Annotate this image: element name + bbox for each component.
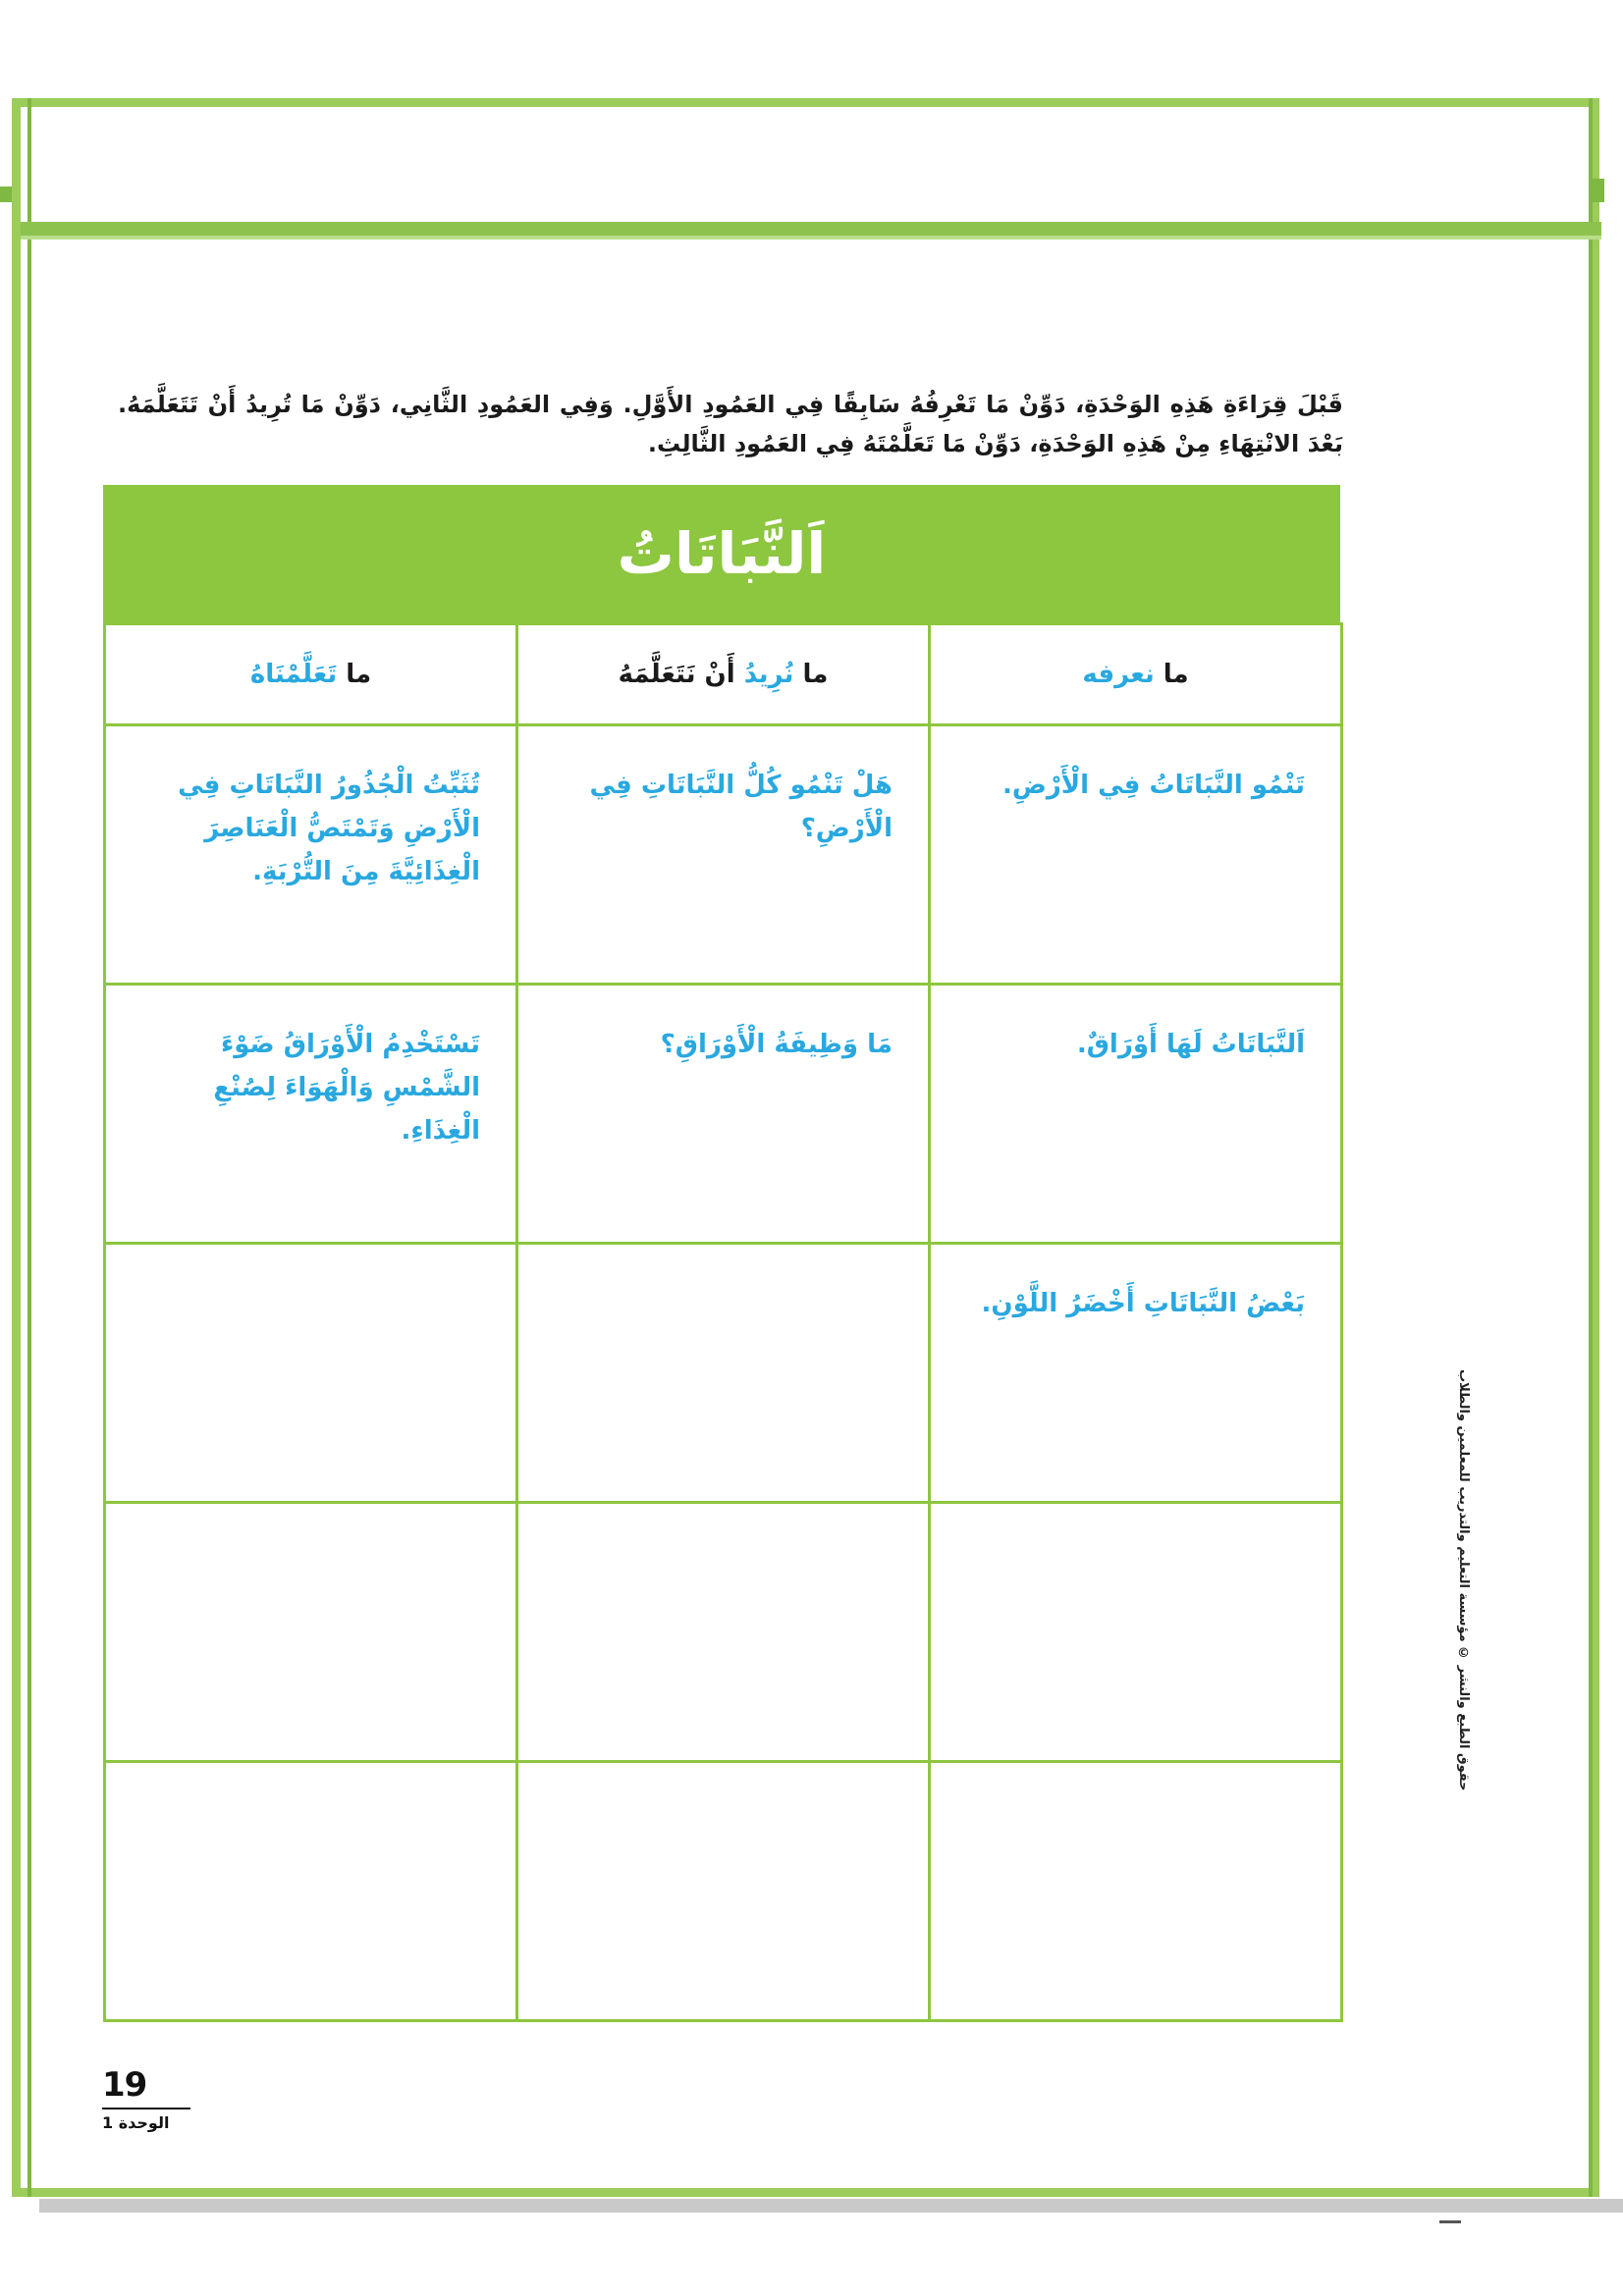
- kwl-row: [105, 985, 1342, 1244]
- header-want-rest: أَنْ نَتَعَلَّمَهُ: [618, 660, 735, 689]
- cell-want-text: هَلْ تَنْمُو كُلُّ النَّبَاتَاتِ فِي الْأَرْضِ؟: [589, 771, 893, 843]
- page-number-rule: [102, 2108, 190, 2109]
- cell-learned[interactable]: [105, 725, 517, 985]
- cell-learned-text: تَسْتَخْدِمُ الْأَوْرَاقُ ضَوْءَ الشَّمْسِ وَالْهَوَاءَ لِصُنْعِ الْغِذَاءِ.: [213, 1030, 480, 1146]
- frame-inner-line-left: [27, 98, 31, 2197]
- bottom-edge-strip: [39, 2199, 1623, 2213]
- header-know-rest: نعرفه: [1082, 660, 1155, 689]
- header-know: [930, 624, 1342, 725]
- kwl-title: اَلنَّبَاتَاتُ: [103, 485, 1340, 622]
- header-want-lead: ما: [802, 660, 829, 689]
- cell-want[interactable]: [517, 1762, 930, 2021]
- cell-learned[interactable]: [105, 985, 517, 1244]
- cell-want-text: [518, 1504, 928, 1541]
- header-learned-lead: ما: [346, 660, 372, 689]
- header-want: [517, 624, 930, 725]
- header-band-shadow: [21, 236, 1601, 240]
- cell-want[interactable]: [517, 985, 930, 1244]
- cell-learned-text: [106, 1504, 515, 1541]
- cell-learned[interactable]: [105, 1244, 517, 1503]
- header-learned: [105, 624, 517, 725]
- header-want-mid: نُرِيدُ: [743, 660, 794, 689]
- header-learned-rest: تَعَلَّمْنَاهُ: [249, 660, 338, 689]
- page-number: 19: [102, 2065, 147, 2105]
- side-copyright-credit: حقوق الطبع والنشر © مؤسسة التعليم والتدريب للمعلمين والطلاب: [1456, 1369, 1471, 1791]
- corner-mark: [1439, 2220, 1461, 2223]
- cell-know-text: بَعْضُ النَّبَاتَاتِ أَخْضَرُ اللَّوْنِ.: [981, 1289, 1305, 1318]
- kwl-row: [105, 1503, 1342, 1762]
- kwl-chart: [103, 485, 1340, 2034]
- cell-want-text: [518, 1763, 928, 1800]
- kwl-row: [105, 1762, 1342, 2021]
- cell-know[interactable]: [930, 1244, 1342, 1503]
- cell-want[interactable]: [517, 1503, 930, 1762]
- cell-learned[interactable]: [105, 1503, 517, 1762]
- cell-learned-text: [106, 1763, 515, 1800]
- header-band: [21, 222, 1601, 236]
- cell-know[interactable]: [930, 725, 1342, 985]
- kwl-row: [105, 725, 1342, 985]
- cell-know-text: تَنْمُو النَّبَاتَاتُ فِي الْأَرْضِ.: [1001, 771, 1305, 800]
- cell-want[interactable]: [517, 725, 930, 985]
- cell-learned[interactable]: [105, 1762, 517, 2021]
- unit-label: الوحدة 1: [102, 2113, 170, 2132]
- cell-want-text: مَا وَظِيفَةُ الْأَوْرَاقِ؟: [660, 1030, 893, 1059]
- kwl-row: [105, 1244, 1342, 1503]
- cell-want[interactable]: [517, 1244, 930, 1503]
- cell-learned-text: [106, 1245, 515, 1282]
- kwl-table: [103, 622, 1343, 2022]
- cell-know-text: اَلنَّبَاتَاتُ لَهَا أَوْرَاقٌ.: [1076, 1030, 1305, 1059]
- frame-edge-tab-right: [1591, 179, 1604, 202]
- kwl-header-row: [105, 624, 1342, 725]
- cell-know-text: [931, 1763, 1340, 1800]
- cell-know[interactable]: [930, 1503, 1342, 1762]
- frame-inner-line-right: [1589, 98, 1593, 2197]
- cell-know-text: [931, 1504, 1340, 1541]
- header-know-lead: ما: [1163, 660, 1189, 689]
- cell-want-text: [518, 1245, 928, 1282]
- instructions-paragraph: قَبْلَ قِرَاءَةِ هَذِهِ الوَحْدَةِ، دَوِّنْ مَا تَعْرِفُهُ سَابِقًا فِي العَمُودِ الأَوَّلِ. وَفِي العَمُودِ الثَّانِي، دَوِّنْ مَا تُرِيدُ أَنْ تَتَعَلَّمَهُ. بَعْدَ الانْتِهَاءِ مِنْ هَذِهِ الوَحْدَةِ، دَوِّنْ مَا تَعَلَّمْتَهُ فِي العَمُودِ الثَّالِثِ.: [118, 391, 1343, 457]
- cell-learned-text: تُثَبِّتُ الْجُذُورُ النَّبَاتَاتِ فِي الْأَرْضِ وَتَمْتَصُّ الْعَنَاصِرَ الْغِذَائِيَّةَ مِنَ التُّرْبَةِ.: [178, 771, 480, 886]
- cell-know[interactable]: [930, 1762, 1342, 2021]
- cell-know[interactable]: [930, 985, 1342, 1244]
